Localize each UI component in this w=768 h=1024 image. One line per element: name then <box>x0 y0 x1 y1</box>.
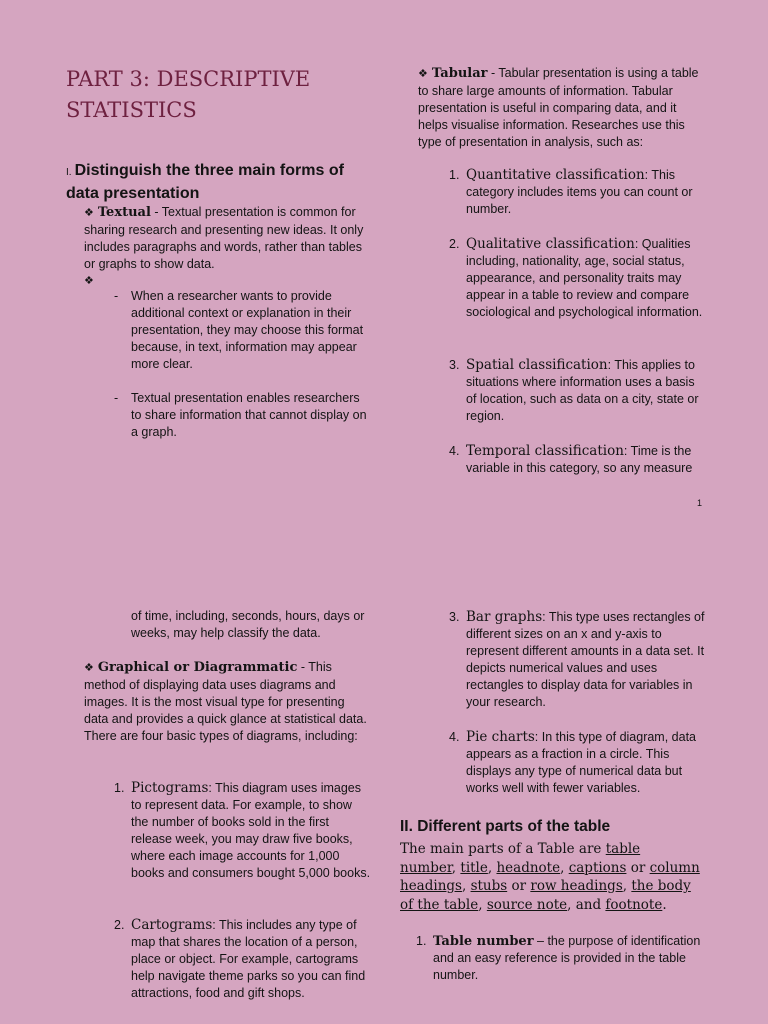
section-number: I. <box>66 167 72 178</box>
item-text: : This applies to situations where information uses a basis of location, such as data on a city, state or region. <box>466 358 699 423</box>
part-link: row headings <box>530 878 623 894</box>
list-number: 2. <box>114 918 125 932</box>
diamond-bullet-icon: ❖ <box>84 275 94 287</box>
list-item <box>466 609 706 711</box>
table-parts-intro <box>400 840 700 914</box>
list-number: 4. <box>449 444 460 458</box>
dash-marker: - <box>114 391 119 405</box>
section-heading-1 <box>66 160 376 204</box>
page-title: PART 3: DESCRIPTIVE STATISTICS <box>66 67 311 122</box>
section-heading-text: Distinguish the three main forms of data presentation <box>66 162 344 202</box>
graphical-bullet <box>84 659 369 745</box>
textual-bullet <box>84 204 369 273</box>
separator: , and <box>567 896 606 913</box>
separator: or <box>507 878 531 894</box>
separator: , <box>487 859 497 876</box>
part-link: footnote <box>605 896 663 913</box>
bullet-text: - This method of displaying data uses diagrams and images. It is the most visual type for presenting data and provides a quick glance at statistical data. There are four basic types of diagrams, including: <box>84 660 367 743</box>
item-label: Spatial classification <box>466 357 608 373</box>
list-number: 1. <box>449 168 460 182</box>
item-text: : This type uses rectangles of different sizes on an x and y-axis to represent different amounts in a data set. It depicts numerical values and uses rectangles to display data for variables in your research. <box>466 610 705 709</box>
item-label: Cartograms <box>131 917 213 933</box>
intro-text: The main parts of a Table are <box>400 841 606 857</box>
item-label: Bar graphs <box>466 609 543 625</box>
part-link: headnote <box>496 859 561 876</box>
item-text: : Time is the variable in this category, so any measure <box>466 444 693 475</box>
dash-marker: - <box>114 289 119 303</box>
separator: , <box>461 878 471 894</box>
list-number: 2. <box>449 237 460 251</box>
separator: , <box>622 878 632 894</box>
list-item <box>466 357 706 425</box>
bullet-label: Graphical or Diagrammatic <box>97 660 298 675</box>
list-item <box>466 236 706 321</box>
list-number: 4. <box>449 730 460 744</box>
item-label: Quantitative classification <box>466 167 645 183</box>
list-item <box>433 933 703 984</box>
list-number: 1. <box>416 934 427 948</box>
list-item <box>131 780 371 882</box>
part-link: captions <box>568 859 627 876</box>
list-item <box>466 167 706 218</box>
item-text: : This diagram uses images to represent data. For example, to show the number of books sold in the first release week, you may draw five books, where each image accounts for 1,000 books and consumers bought 5,000 books. <box>131 781 371 880</box>
item-text: : This includes any type of map that shares the location of a person, place or object. For example, cartograms help navigate theme parks so you can find attractions, food and gift shops. <box>131 918 366 1000</box>
item-text: : This category includes items you can count or number. <box>466 168 693 216</box>
dash-item-1: When a researcher wants to provide additional context or explanation in their presentation, they may choose this format because, in text, information may appear more clear. <box>131 289 364 371</box>
dash-item-2: Textual presentation enables researchers to share information that cannot display on a graph. <box>131 391 367 439</box>
list-item <box>466 729 706 797</box>
separator: or <box>626 859 650 876</box>
continuation-text: of time, including, seconds, hours, days or weeks, may help classify the data. <box>131 609 365 640</box>
list-item <box>131 917 371 1002</box>
bullet-text: - Textual presentation is common for sharing research and presenting new ideas. It only includes paragraphs and words, rather than tables or graphs to show data. <box>84 205 364 271</box>
list-item <box>466 443 706 477</box>
separator: , <box>560 859 569 876</box>
section-heading-2: II. Different parts of the table <box>400 818 611 835</box>
item-label: Table number <box>433 934 534 949</box>
diamond-bullet-icon: ❖ <box>84 662 94 674</box>
bullet-label: Tabular <box>431 66 488 81</box>
part-link: source note <box>486 896 568 913</box>
item-text: : In this type of diagram, data appears as a fraction in a circle. This displays any type of numerical data but works well with fewer variables. <box>466 730 696 795</box>
part-link: the body of the table <box>400 878 691 913</box>
page-number: 1 <box>697 498 703 508</box>
item-label: Pictograms <box>131 780 209 796</box>
part-link: stubs <box>470 878 508 894</box>
diamond-bullet-icon: ❖ <box>418 68 428 80</box>
item-text: – the purpose of identification and an easy reference is provided in the table number. <box>433 934 701 982</box>
list-number: 3. <box>449 358 460 372</box>
item-text: : Qualities including, nationality, age, social status, appearance, and personality traits may appear in a table to review and compare sociological and psychological information. <box>466 237 703 319</box>
part-link: column headings <box>400 859 700 894</box>
separator: . <box>662 896 667 913</box>
diamond-bullet-icon: ❖ <box>84 207 94 219</box>
tabular-bullet <box>418 65 708 151</box>
part-link: title <box>460 859 488 876</box>
separator: , <box>478 896 487 913</box>
item-label: Temporal classification <box>466 443 624 459</box>
bullet-label: Textual <box>97 205 151 220</box>
separator: , <box>451 859 461 876</box>
list-number: 3. <box>449 610 460 624</box>
item-label: Qualitative classification <box>466 236 635 252</box>
item-label: Pie charts <box>466 729 535 745</box>
bullet-text: - Tabular presentation is using a table to share large amounts of information. Tabular presentation is useful in comparing data, and it helps visualise information. Researches use this type of presentation in analysis, such as: <box>418 66 699 149</box>
part-link: table number <box>400 841 641 876</box>
list-number: 1. <box>114 781 125 795</box>
empty-bullet <box>84 272 98 290</box>
